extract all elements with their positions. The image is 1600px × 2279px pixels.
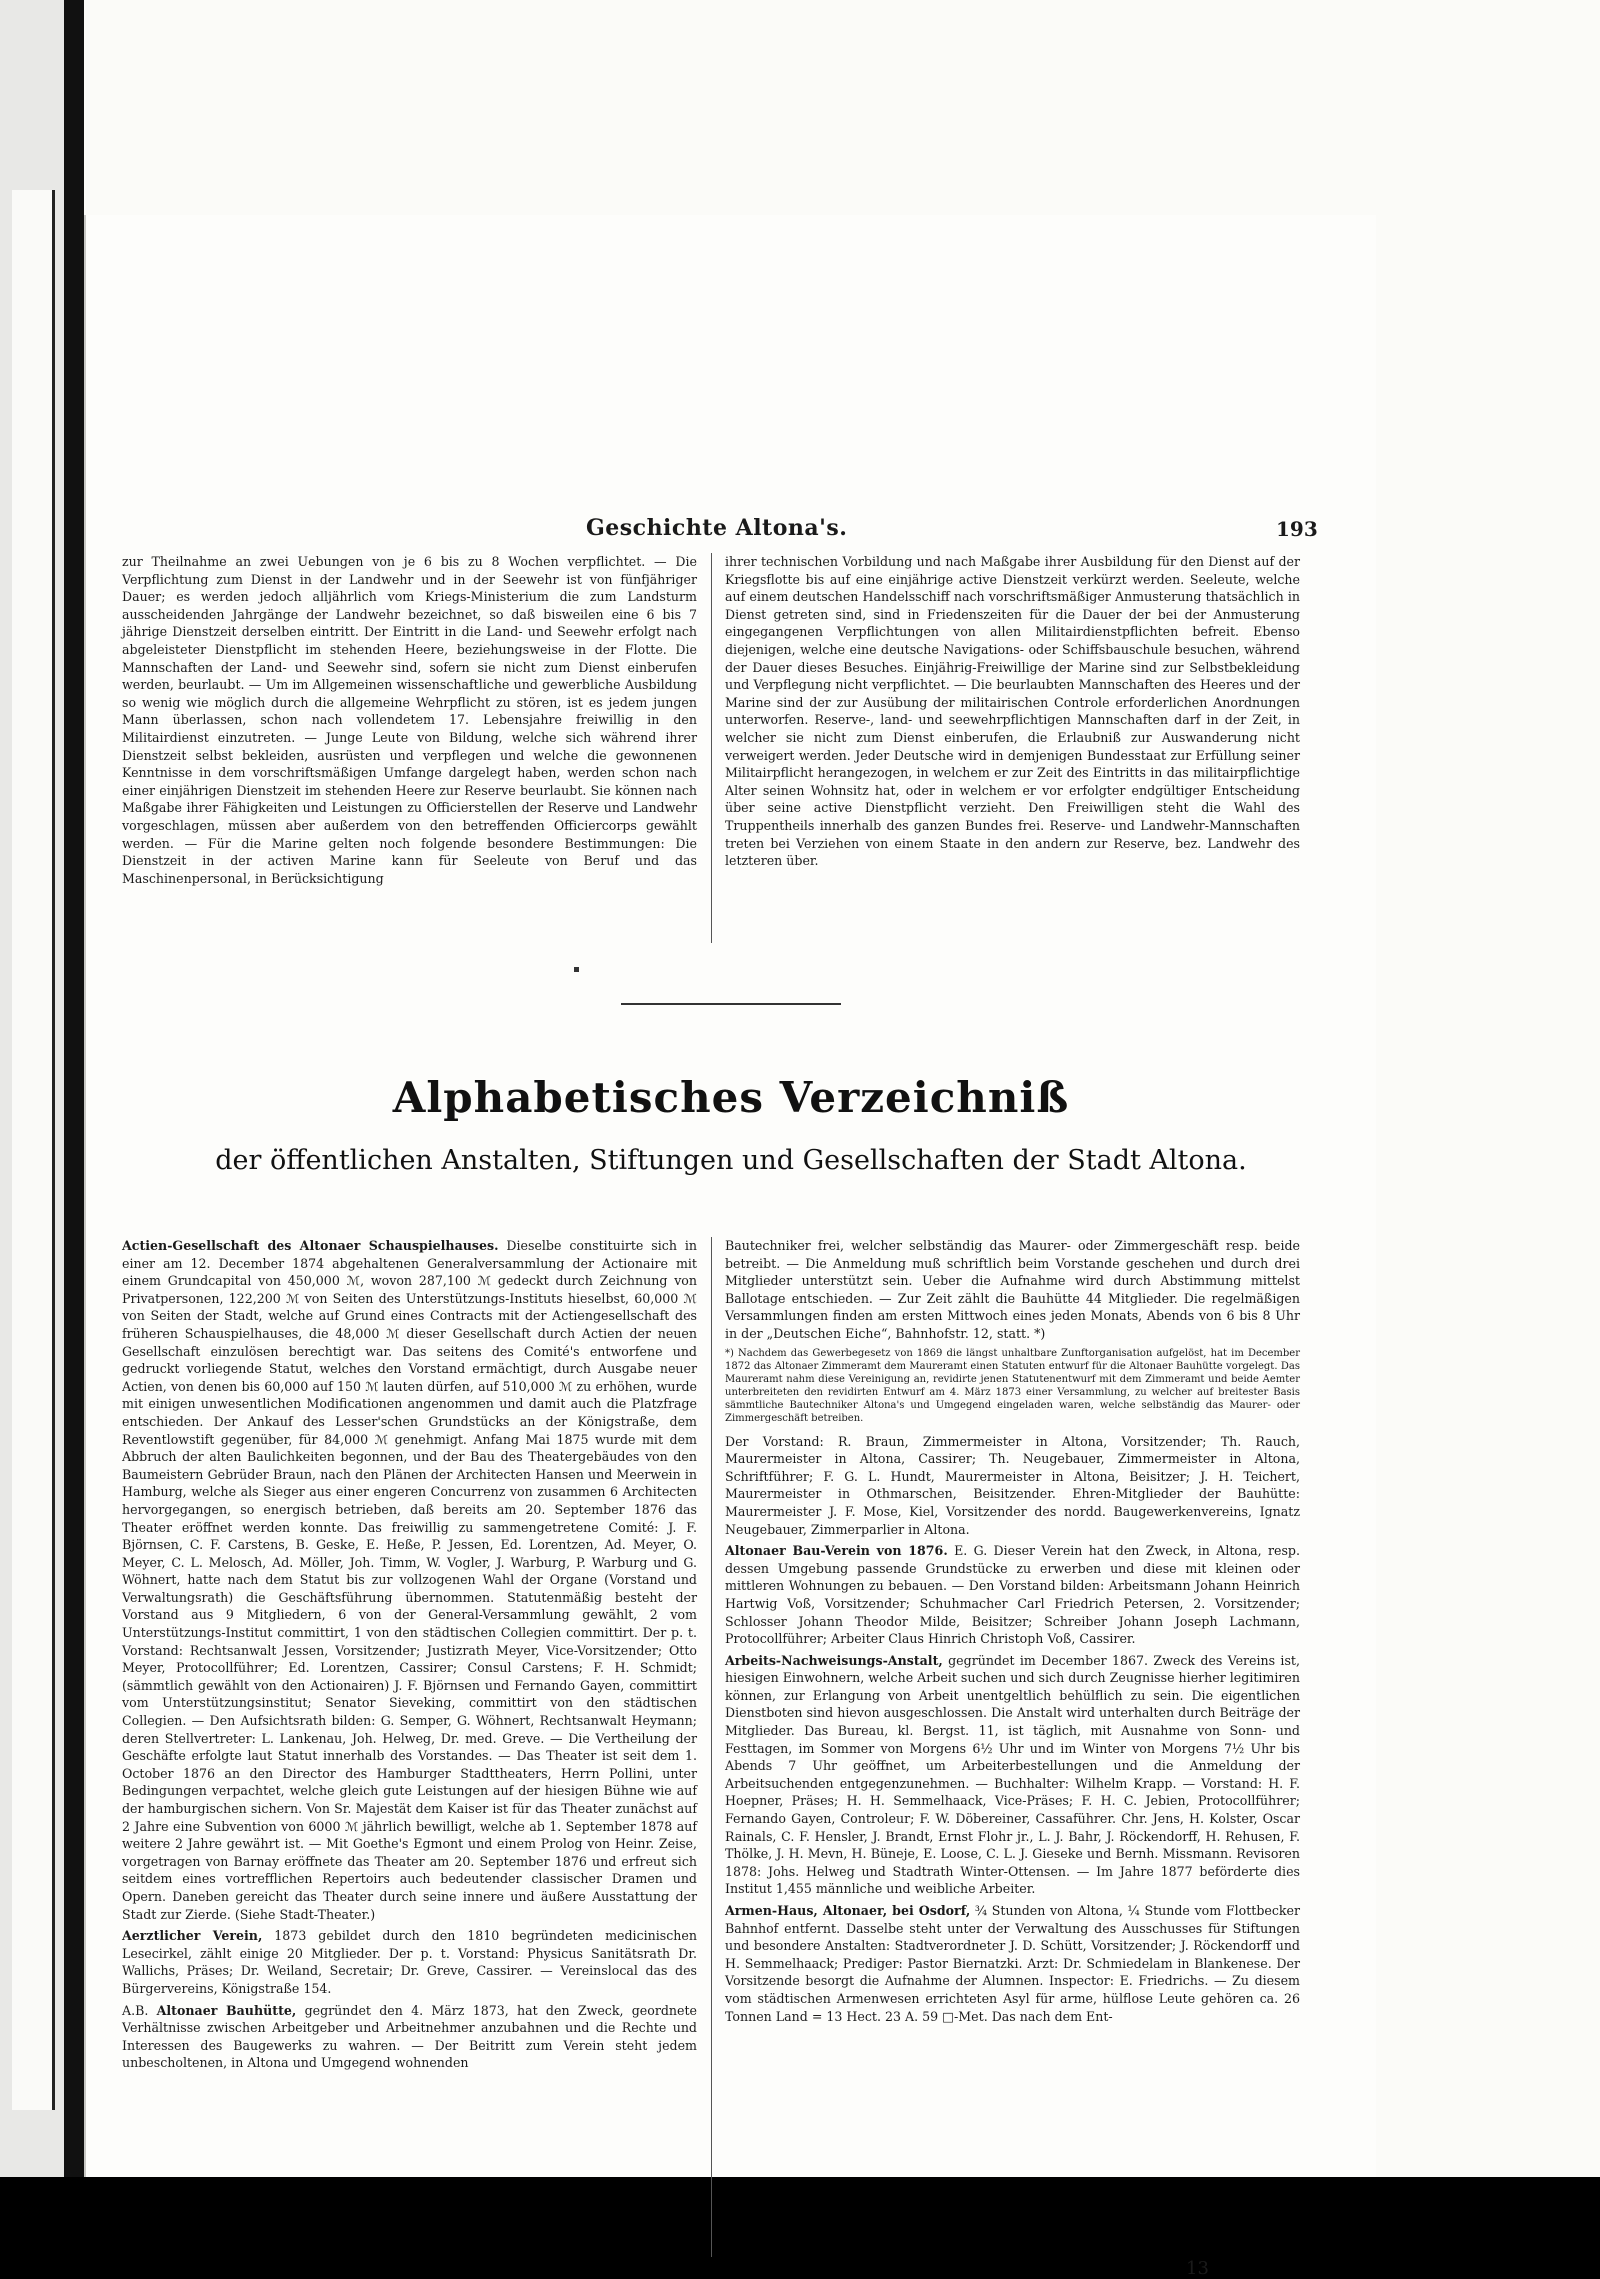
entry-bauhuette-continued: Bautechniker frei, welcher selbständig das Maurer- oder Zimmergeschäft resp. beide betreibt. — Die Anmeldung muß schriftlich beim Vorstande geschehen und durch drei Mitglieder unterstützt sein. Ueber die Aufnahme wird durch Abstimmung mittelst Ballotage entschieden. — Zur Zeit zählt die Bauhütte 44 Mitglieder. Die regelmäßigen Versammlungen finden am ersten Mittwoch eines jeden Monats, Abends von 6 bis 8 Uhr in der „Deutschen Eiche“, Bahnhofstr. 12, statt. *) xyxy=(725,1238,1300,1341)
entry-title: Altonaer Bauhütte, xyxy=(156,2002,297,2018)
top-right-text: ihrer technischen Vorbildung und nach Maßgabe ihrer Ausbildung für den Dienst auf der Kriegsflotte bis auf eine einjährige active Dienstzeit verkürzt werden. Seeleute, welche auf einem deutschen Handelsschiff nach vorschriftsmäßiger Anmusterung thatsächlich in Dienst getreten sind, sind in Friedenszeiten für die Dauer der bei der Anmusterung eingegangenen Verpflichtungen von allen Militairdienstpflichten befreit. Ebenso diejenigen, welche eine deutsche Navigations- oder Schiffsbauschule besuchen, während der Dauer dieses Besuches. Einjährig-Freiwillige der Marine sind zur Selbstbekleidung und Verpflegung nicht verpflichtet. — Die beurlaubten Mannschaften des Heeres und der Marine sind der zur Ausübung der militairischen Controle erforderlichen Anordnungen unterworfen. Reserve-, land- und seewehrpflichtigen Mannschaften darf in der Zeit, in welcher sie nicht zum Dienst einberufen, die Erlaubniß zur Auswanderung nicht verweigert werden. Jeder Deutsche wird in demjenigen Bundesstaat zur Erfüllung seiner Militairpflicht herangezogen, in welchem er zur Zeit des Eintritts in das militairpflichtige Alter seinen Wohnsitz hat, oder in welchem er vor erfolgter endgültiger Entscheidung über seine active Dienstpflicht verzieht. Den Freiwilligen steht die Wahl des Truppentheils innerhalb des ganzen Bundes frei. Reserve- und Landwehr-Mannschaften treten bei Verziehen von einem Staate in den andern zur Reserve, bez. Landwehr des letzteren über. xyxy=(725,554,1300,869)
separator-rule xyxy=(621,1003,841,1005)
entry-title: Altonaer Bau-Verein von 1876. xyxy=(725,1543,948,1559)
book-spine xyxy=(64,0,84,2177)
entry-bauhuette-board: Der Vorstand: R. Braun, Zimmermeister in Altona, Vorsitzender; Th. Rauch, Maurermeister in Altona, Cassirer; Th. Neugebauer, Zimmermeister in Altona, Schriftführer; F. G. L. Hundt, Maurermeister in Altona, Beisitzer; J. H. Teichert, Maurermeister in Othmarschen, Beisitzender. Ehren-Mitglieder der Bauhütte: Maurermeister J. F. Mose, Kiel, Vorsitzender des nordd. Baugewerkenvereins, Ignatz Neugebauer, Zimmerparlier in Altona. xyxy=(725,1433,1300,1537)
entry-aerztlicher-verein xyxy=(122,1927,697,1997)
section-subtitle: der öffentlichen Anstalten, Stiftungen und Gesellschaften der Stadt Altona. xyxy=(215,1145,1247,1176)
entry-title: Armen-Haus, Altonaer, bei Osdorf, xyxy=(725,1903,971,1918)
entry-bau-verein xyxy=(725,1542,1300,1648)
top-left-text: zur Theilnahme an zwei Uebungen von je 6 bis zu 8 Wochen verpflichtet. — Die Verpflichtung zum Dienst in der Landwehr und in der Seewehr ist von fünfjähriger Dauer; es werden jedoch alljährlich vom Kriegs-Ministerium die zum Landsturm ausscheidenden Jahrgänge der Landwehr bezeichnet, so daß bisweilen eine 6 bis 7 jährige Dienstzeit derselben eintritt. Der Eintritt in die Land- und Seewehr erfolgt nach abgeleisteter Dienstpflicht im stehenden Heere, beziehungsweise in der Flotte. Die Mannschaften der Land- und Seewehr sind, sofern sie nicht zum Dienst einberufen werden, beurlaubt. — Um im Allgemeinen wissenschaftliche und gewerbliche Ausbildung so wenig wie möglich durch die allgemeine Wehrpflicht zu stören, ist es jedem jungen Mann überlassen, schon nach vollendetem 17. Lebensjahre freiwillig in den Militairdienst einzutreten. — Junge Leute von Bildung, welche sich während ihrer Dienstzeit selbst bekleiden, ausrüsten und verpflegen und welche die gewonnenen Kenntnisse in dem vorschriftsmäßigen Umfange dargelegt haben, werden schon nach einer einjährigen Dienstzeit im stehenden Heere zur Reserve beurlaubt. Sie können nach Maßgabe ihrer Fähigkeiten und Leistungen zu Officierstellen der Reserve und Landwehr vorgeschlagen, müssen aber außerdem von den betreffenden Officiercorps gewählt werden. — Für die Marine gelten noch folgende besondere Bestimmungen: Die Dienstzeit in der activen Marine kann für Seeleute von Beruf und das Maschinenpersonal, in Berücksichtigung xyxy=(122,554,697,886)
entry-text: gegründet den 4. März 1873, hat den Zweck, geordnete Verhältnisse zwischen Arbeitgeber und Arbeitnehmer anzubahnen und die Rechte und Interessen des Baugewerks zu wahren. — Der Beitritt zum Verein steht jedem unbescholtenen, in Altona und Umgegend wohnenden xyxy=(122,2002,697,2071)
directory-left-column xyxy=(122,1237,697,2076)
section-title: Alphabetisches Verzeichniß xyxy=(392,1073,1070,1122)
entry-text: gegründet im December 1867. Zweck des Vereins ist, hiesigen Einwohnern, welche Arbeit suchen und sich durch Zeugnisse hierher legitimiren können, zur Erlangung von Arbeit unentgeltlich behülflich zu sein. Die eigentlichen Dienstboten sind hievon ausgeschlossen. Die Anstalt wird unterhalten durch Beiträge der Mitglieder. Das Bureau, kl. Bergst. 11, ist täglich, mit Ausnahme von Sonn- und Festtagen, im Sommer von Morgens 6½ Uhr und im Winter von Morgens 7½ Uhr bis Abends 7 Uhr geöffnet, um Arbeiterbestellungen und die Anmeldung der Arbeitsuchenden entgegenzunehmen. — Buchhalter: Wilhelm Krapp. — Vorstand: H. F. Hoepner, Präses; H. H. Semmelhaack, Vice-Präses; F. H. C. Jebien, Protocollführer; Fernando Gayen, Controleur; F. W. Döbereiner, Cassaführer. Chr. Jens, H. Kolster, Oscar Rainals, C. F. Hensler, J. Brandt, Ernst Flohr jr., L. J. Bahr, J. Röckendorff, H. Rehusen, F. Thölke, J. H. Mevn, H. Büneje, E. Loose, C. L. J. Gieseke und Bernh. Missmann. Revisoren 1878: Johs. Helweg und Stadtrath Winter-Ottensen. — Im Jahre 1877 beförderte dies Institut 1,455 männliche und weibliche Arbeiter. xyxy=(725,1652,1300,1897)
column-divider-bottom xyxy=(711,1237,712,2257)
running-head: Geschichte Altona's. xyxy=(586,515,848,541)
entry-schauspielhaus xyxy=(122,1237,697,1923)
footnote: *) Nachdem das Gewerbegesetz von 1869 die längst unhaltbare Zunftorganisation aufgelöst, hat im December 1872 das Altonaer Zimmeramt dem Maureramt einen Statuten entwurf für die Altonaer Bauhütte vorgelegt. Das Maureramt nahm diese Vereinigung an, revidirte jenen Statutenentwurf mit dem Zimmeramt und beide Aemter unterbreiteten den revidirten Entwurf am 4. März 1873 einer Versammlung, zu welcher auf breitester Basis sämmtliche Bautechniker Altona's und Umgegend eingeladen waren, welche selbständig das Maurer- oder Zimmergeschäft betreiben. xyxy=(725,1347,1300,1424)
page xyxy=(84,0,1600,2279)
left-page-edge xyxy=(0,0,64,2177)
entry-prefix: A.B. xyxy=(122,2002,149,2018)
entry-bauhuette xyxy=(122,2002,697,2072)
page-number: 193 xyxy=(1276,517,1318,541)
entry-title: Arbeits-Nachweisungs-Anstalt, xyxy=(725,1652,943,1668)
entry-title: Aerztlicher Verein, xyxy=(122,1928,263,1944)
printed-sheet xyxy=(84,215,1376,2279)
entry-arbeits-nachweisung xyxy=(725,1652,1300,1898)
directory-right-column xyxy=(725,1237,1300,2029)
entry-text: E. G. Dieser Verein hat den Zweck, in Altona, resp. dessen Umgebung passende Grundstücke zu erwerben und diese mit kleinen oder mittleren Wohnungen zu bebauen. — Den Vorstand bilden: Arbeitsmann Johann Heinrich Hartwig Voß, Vorsitzender; Schuhmacher Carl Friedrich Petersen, 2. Vorsitzender; Schlosser Johann Theodor Milde, Beisitzer; Schreiber Johann Joseph Lachmann, Protocollführer; Arbeiter Claus Hinrich Christoph Voß, Cassirer. xyxy=(725,1543,1300,1647)
entry-text: ¾ Stunden von Altona, ¼ Stunde vom Flottbecker Bahnhof entfernt. Dasselbe steht unter der Verwaltung des Ausschusses für Stiftungen und besondere Anstalten: Stadtverordneter J. D. Schütt, Vorsitzender; J. Röckendorff und H. Semmelhaack; Prediger: Pastor Biernatzki. Arzt: Dr. Schmiedelam in Blankenese. Der Vorsitzende besorgt die Aufnahme der Alumnen. Inspector: E. Friedrichs. — Zu diesem vom städtischen Armenwesen errichteten Asyl für arme, hülflose Leute gehören ca. 26 Tonnen Land = 13 Hect. 23 A. 59 □-Met. Das nach dem Ent- xyxy=(725,1903,1300,2024)
signature-mark: 13 xyxy=(1186,2258,1209,2279)
column-divider-top xyxy=(711,553,712,943)
entry-armen-haus xyxy=(725,1902,1300,2025)
entry-text: Dieselbe constituirte sich in einer am 12. December 1874 abgehaltenen Generalversammlung der Actionaire mit einem Grundcapital von 450,000 ℳ, wovon 287,100 ℳ gedeckt durch Zeichnung von Privatpersonen, 122,200 ℳ von Seiten des Unterstützungs-Instituts hieselbst, 60,000 ℳ von Seiten der Stadt, welche auf Grund eines Contracts mit der Actiengesellschaft des früheren Schauspielhauses, die 48,000 ℳ dieser Gesellschaft durch Actien der neuen Gesellschaft einzulösen berechtigt war. Das seitens des Comité's entworfene und gedruckt vorliegende Statut, welches den Vorstand ermächtigt, durch Ausgabe neuer Actien, von denen bis 60,000 auf 150 ℳ lauten dürfen, auf 510,000 ℳ zu erhöhen, wurde mit einigen unwesentlichen Modificationen angenommen und damit auch die Platzfrage entschieden. Der Ankauf des Lesser'schen Grundstücks an der Königstraße, dem Reventlowstift gegenüber, für 84,000 ℳ genehmigt. Anfang Mai 1875 wurde mit dem Abbruch der alten Baulichkeiten begonnen, und der Bau des Theatergebäudes von den Baumeistern Gebrüder Braun, nach den Plänen der Architecten Hansen und Meerwein in Hamburg, welche als Sieger aus einer engeren Concurrenz von zusammen 6 Architecten hervorgegangen, so energisch betrieben, daß bereits am 20. September 1876 das Theater eröffnet werden konnte. Das freiwillig zu sammengetretene Comité: J. F. Björnsen, C. F. Carstens, B. Geske, E. Heße, P. Jessen, Ed. Lorentzen, Ad. Meyer, O. Meyer, C. L. Melosch, Ad. Möller, Joh. Timm, W. Vogler, J. Warburg, P. Warburg und G. Wöhnert, hatte nach dem Statut bis zur vollzogenen Wahl der Organe (Vorstand und Verwaltungsrath) die Geschäftsführung übernommen. Statutenmäßig besteht der Vorstand aus 9 Mitgliedern, 6 von der General-Versammlung gewählt, 2 vom Unterstützungs-Institut committirt, 1 von den städtischen Collegien committirt. Der p. t. Vorstand: Rechtsanwalt Jessen, Vorsitzender; Justizrath Meyer, Vice-Vorsitzender; Otto Meyer, Protocollführer; Ed. Lorentzen, Cassirer; Consul Carstens; F. H. Schmidt; (sämmtlich gewählt von den Actionairen) J. F. Björnsen und Fernando Gayen, committirt vom Unterstützungsinstitut; Senator Sieveking, committirt von den städtischen Collegien. — Den Aufsichtsrath bilden: G. Semper, G. Wöhnert, Rechtsanwalt Heymann; deren Stellvertreter: L. Lankenau, Joh. Helweg, Dr. med. Greve. — Die Vertheilung der Geschäfte erfolgte laut Statut innerhalb des Vorstandes. — Das Theater ist seit dem 1. October 1876 an den Director des Hamburger Stadttheaters, Herrn Pollini, unter Bedingungen verpachtet, welche gleich gute Leistungen auf der hiesigen Bühne wie auf der hamburgischen sichern. Von Sr. Majestät dem Kaiser ist für das Theater zunächst auf 2 Jahre eine Subvention von 6000 ℳ jährlich bewilligt, welche ab 1. September 1878 auf weitere 2 Jahre gewährt ist. — Mit Goethe's Egmont und einem Prolog von Heinr. Zeise, vorgetragen von Barnay eröffnete das Theater am 20. September 1876 und erfreut sich seitdem eines vortrefflichen Repertoirs auch bedeutender classischer Dramen und Opern. Daneben gereicht das Theater durch seine innere und äußere Ausstattung der Stadt zur Zierde. (Siehe Stadt-Theater.) xyxy=(122,1238,698,1922)
left-page-strip xyxy=(12,190,55,2110)
ornament-dot xyxy=(574,967,579,972)
top-right-column xyxy=(725,553,1300,874)
entry-title: Actien-Gesellschaft des Altonaer Schauspielhauses. xyxy=(122,1238,499,1253)
entry-text: 1873 gebildet durch den 1810 begründeten medicinischen Lesecirkel, zählt einige 20 Mitglieder. Der p. t. Vorstand: Physicus Sanitätsrath Dr. Wallichs, Präses; Dr. Weiland, Secretair; Dr. Greve, Cassirer. — Vereinslocal das des Bürgervereins, Königstraße 154. xyxy=(122,1928,697,1996)
top-left-column xyxy=(122,553,697,891)
